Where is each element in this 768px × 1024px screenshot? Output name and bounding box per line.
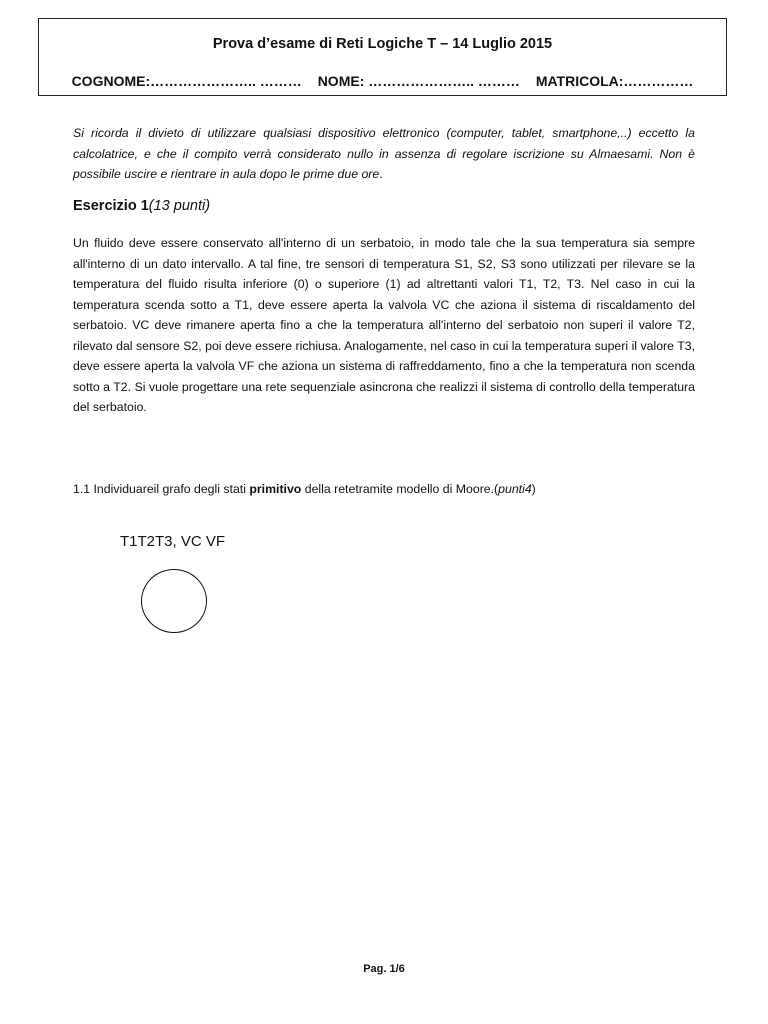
exercise-text: Un fluido deve essere conservato all'interno di un serbatoio, in modo tale che la sua temperatura sia sempre all'interno di un dato intervallo. A tal fine, tre sensori di temperatura S1, S2, S3 sono utilizzati per rilevare se la temperatura del fluido risulta inferiore (0) o superiore (1) ad altrettanti valori T1, T2, T3. Nel caso in cui la temperatura scenda sotto a T1, deve essere aperta la valvola VC che aziona il sistema di riscaldamento del serbatoio. VC deve rimanere aperta fino a che la temperatura all'interno del serbatoio non superi il valore T2, rilevato dal sensore S2, poi deve essere richiusa. Analogamente, nel caso in cui la temperatura superi il valore T3, deve essere aperta la valvola VF che aziona un sistema di raffreddamento, fino a che la temperatura non scenda sotto a T2. Si vuole progettare una rete sequenziale asincrona che realizzi il sistema di controllo della temperatura del serbatoio.: [73, 236, 695, 414]
cognome-field: COGNOME:………………….. ………: [71, 73, 302, 89]
exercise-title: [73, 198, 210, 214]
matricola-field: MATRICOLA:……………: [535, 73, 694, 89]
student-fields: [39, 73, 726, 89]
exercise-points: (13 punti): [148, 198, 211, 214]
question-text-end: della retetramite modello di Moore.(: [301, 482, 499, 496]
page-number: Pag. 1/6: [363, 963, 405, 975]
question-points: punti4: [498, 482, 532, 496]
exam-notice: [73, 123, 695, 185]
notice-period: .: [379, 167, 383, 181]
exercise-heading: Esercizio 1: [73, 198, 149, 214]
notice-text: Si ricorda il divieto di utilizzare qualsiasi dispositivo elettronico (computer, tablet, smartphone,..) eccetto la calcolatrice, e che il compito verrà considerato nullo in assenza di regolare iscrizione su Almaesami. Non è possibile uscire e rientrare in aula dopo le prime due ore: [73, 126, 695, 181]
state-label: T1T2T3, VC VF: [120, 533, 226, 550]
header-box: [38, 18, 727, 96]
question-close: ): [531, 482, 536, 496]
question-bold-word: primitivo: [249, 482, 302, 496]
state-circle: [141, 569, 207, 633]
question-1-1: [73, 482, 536, 496]
exam-title: Prova d’esame di Reti Logiche T – 14 Luglio 2015: [212, 36, 553, 52]
nome-field: NOME: ………………….. ………: [317, 73, 520, 89]
question-text-start: 1.1 Individuareil grafo degli stati: [73, 482, 250, 496]
